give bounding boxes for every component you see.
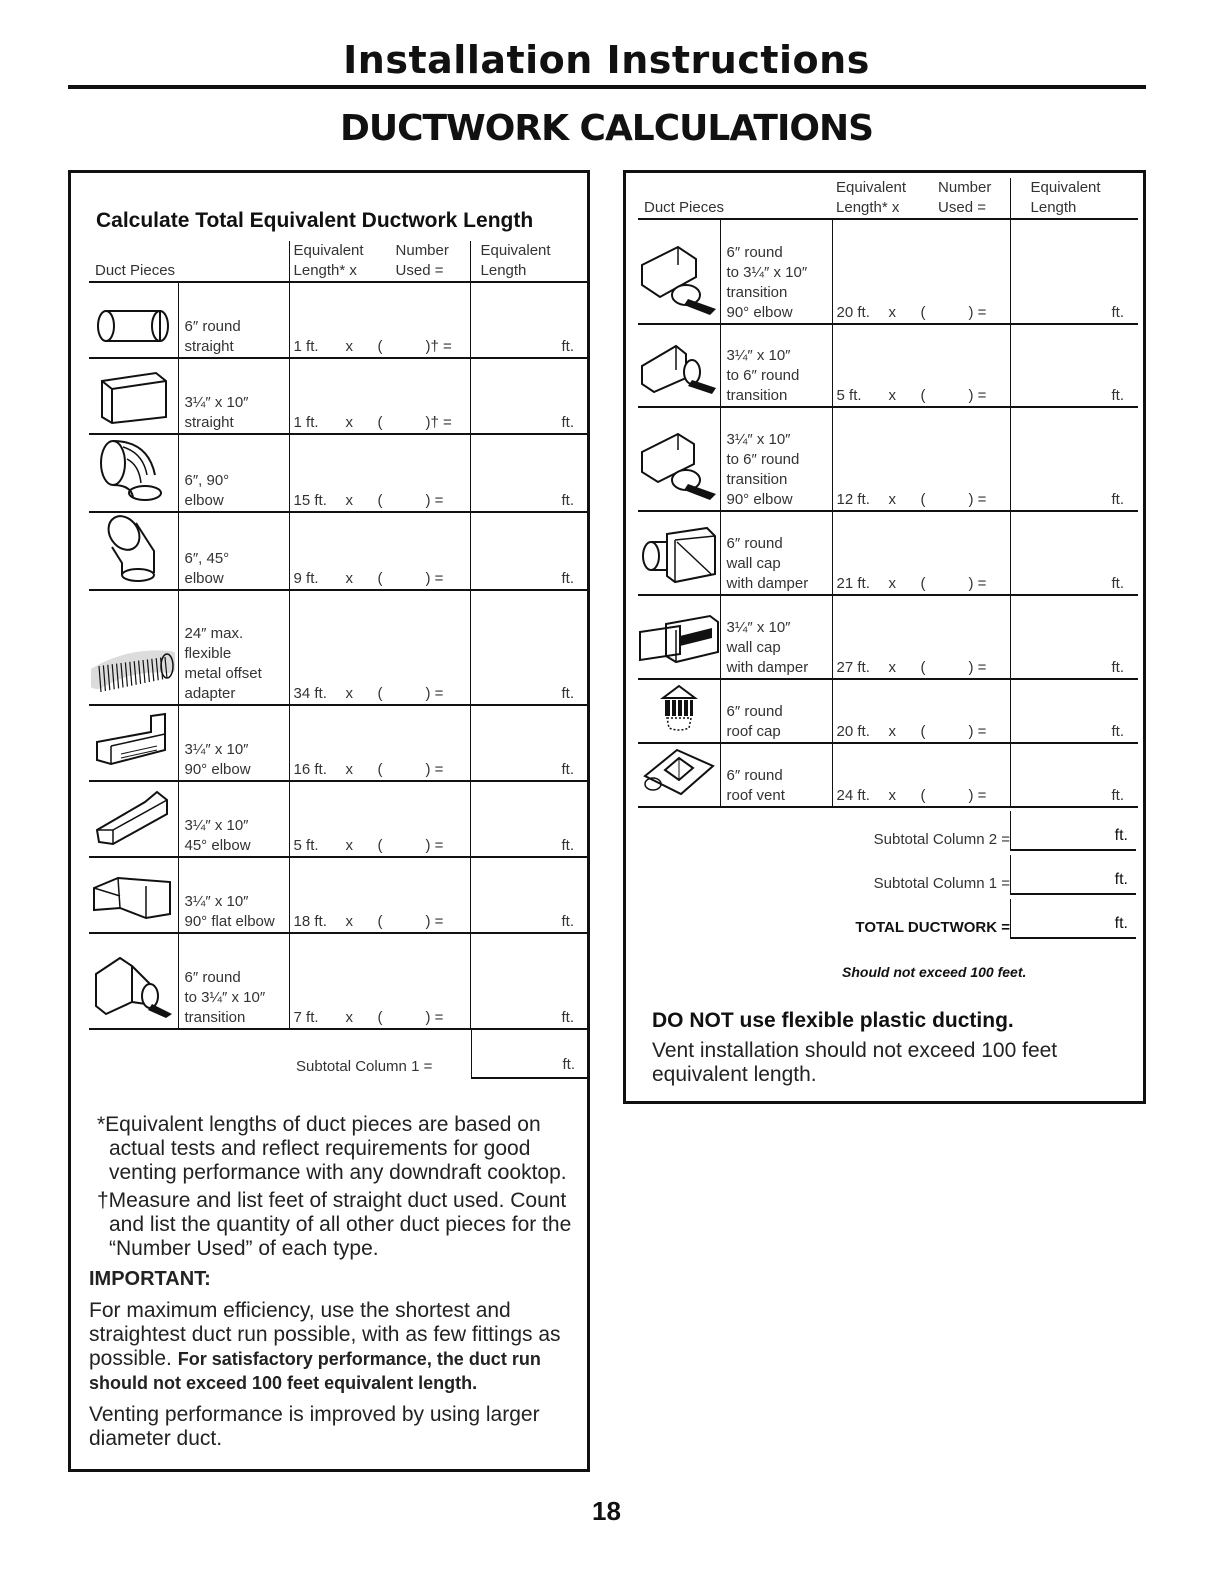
equation-cell: [289, 590, 470, 705]
subtotal1-box: ft.: [1010, 855, 1136, 895]
equation-cell: [289, 705, 470, 781]
close-paren-equals: ) =: [425, 837, 444, 854]
duct-piece-image: [89, 857, 178, 933]
close-paren-equals: ) =: [425, 685, 444, 702]
equivalent-length-total[interactable]: [470, 282, 588, 358]
roof-vent-icon: [639, 744, 719, 806]
open-paren: (: [920, 491, 926, 508]
duct-piece-label: 3¼″ x 10″ 90° elbow: [178, 705, 289, 781]
number-used-input[interactable]: [943, 303, 969, 323]
equation-cell: [832, 595, 1010, 679]
equivalent-length-value: 5 ft.: [836, 387, 862, 404]
rect-straight-duct-icon: [94, 367, 172, 433]
left-panel: [68, 170, 590, 1472]
left-duct-table: [89, 241, 588, 1030]
duct-piece-label: 6″ round straight: [178, 282, 289, 358]
table-row: [638, 595, 1138, 679]
equation-cell: [832, 743, 1010, 807]
times-sign: x: [345, 837, 354, 854]
round-straight-duct-icon: [94, 301, 172, 357]
number-used-input[interactable]: [943, 386, 969, 406]
unit-label: ft.: [561, 492, 575, 509]
table-row: [89, 358, 588, 434]
rect-to-round-elbow-icon: [636, 424, 722, 510]
number-used-input[interactable]: [400, 569, 426, 589]
unit-label: ft.: [561, 837, 575, 854]
duct-piece-label: 6″ round to 3¼″ x 10″ transition: [178, 933, 289, 1029]
unit-label: ft.: [1111, 787, 1125, 804]
equivalent-length-total[interactable]: [470, 358, 588, 434]
open-paren: (: [377, 761, 383, 778]
rect-wall-cap-icon: [636, 612, 722, 678]
round-45-elbow-icon: [98, 513, 168, 589]
duct-piece-label: 6″ round roof cap: [720, 679, 832, 743]
table-row: [638, 679, 1138, 743]
table-row: [89, 781, 588, 857]
close-paren-equals: ) =: [968, 787, 987, 804]
equivalent-length-total[interactable]: [1010, 679, 1138, 743]
larger-duct-note: Venting performance is improved by using larger diameter duct.: [89, 1403, 540, 1450]
footnotes: [89, 1113, 589, 1451]
duct-piece-image: [638, 743, 720, 807]
right-duct-table: [638, 178, 1138, 808]
unit-label: ft.: [561, 761, 575, 778]
duct-piece-image: [89, 512, 178, 590]
equation-cell: [289, 358, 470, 434]
close-paren-equals: ) =: [425, 492, 444, 509]
table-row: [89, 282, 588, 358]
equivalent-length-total[interactable]: [1010, 511, 1138, 595]
transition-90-elbow-icon: [636, 237, 722, 323]
duct-piece-image: [638, 511, 720, 595]
number-used-input[interactable]: [943, 490, 969, 510]
equivalent-length-value: 27 ft.: [836, 659, 870, 676]
duct-piece-label: 3¼″ x 10″ wall cap with damper: [720, 595, 832, 679]
close-paren-equals: ) =: [968, 575, 987, 592]
unit-label: ft.: [1111, 575, 1125, 592]
table-row: [89, 705, 588, 781]
equivalent-length-total[interactable]: [1010, 324, 1138, 407]
equivalent-length-value: 1 ft.: [293, 414, 319, 431]
close-paren-equals: ) =: [425, 570, 444, 587]
close-paren-equals: ) =: [968, 659, 987, 676]
section-title: Calculate Total Equivalent Ductwork Length: [96, 209, 534, 232]
close-paren-equals: )† =: [425, 414, 452, 431]
number-used-input[interactable]: [400, 491, 426, 511]
equivalent-length-value: 18 ft.: [293, 913, 327, 930]
equivalent-length-total[interactable]: [1010, 743, 1138, 807]
col-eq-total: Equivalent Length: [470, 241, 588, 282]
unit-label: ft.: [1111, 659, 1125, 676]
times-sign: x: [345, 761, 354, 778]
equation-cell: [289, 857, 470, 933]
duct-piece-image: [89, 781, 178, 857]
equation-cell: [289, 781, 470, 857]
table-header-row: [638, 178, 1138, 219]
number-used-input[interactable]: [400, 684, 426, 704]
duct-piece-image: [89, 358, 178, 434]
close-paren-equals: ) =: [968, 304, 987, 321]
equivalent-length-total[interactable]: [470, 857, 588, 933]
limit-note: Should not exceed 100 feet.: [842, 964, 1027, 980]
times-sign: x: [888, 575, 897, 592]
open-paren: (: [377, 414, 383, 431]
round-to-rect-transition-icon: [90, 952, 176, 1028]
col-eq-length: Equivalent Length* x Number Used =: [832, 178, 1010, 219]
important-bold: For satisfactory performance, the duct run should not exceed 100 feet equivalent length.: [89, 1349, 541, 1393]
duct-piece-image: [638, 595, 720, 679]
col-duct-pieces: Duct Pieces: [89, 241, 289, 282]
close-paren-equals: ) =: [968, 491, 987, 508]
table-row: [89, 512, 588, 590]
unit-label: ft.: [561, 338, 575, 355]
warning-text: Vent installation should not exceed 100 feet equivalent length.: [652, 1039, 1058, 1086]
equation-cell: [832, 407, 1010, 511]
equation-cell: [832, 324, 1010, 407]
open-paren: (: [377, 570, 383, 587]
unit-label: ft.: [561, 1009, 575, 1026]
times-sign: x: [888, 787, 897, 804]
unit-label: ft.: [561, 414, 575, 431]
equivalent-length-total[interactable]: [470, 434, 588, 512]
times-sign: x: [888, 491, 897, 508]
open-paren: (: [377, 492, 383, 509]
round-90-elbow-icon: [93, 435, 173, 511]
number-used-input[interactable]: [943, 574, 969, 594]
equivalent-length-value: 1 ft.: [293, 338, 319, 355]
equivalent-length-value: 9 ft.: [293, 570, 319, 587]
times-sign: x: [888, 723, 897, 740]
open-paren: (: [920, 723, 926, 740]
open-paren: (: [920, 304, 926, 321]
equivalent-length-value: 21 ft.: [836, 575, 870, 592]
equivalent-length-value: 20 ft.: [836, 304, 870, 321]
equivalent-length-value: 34 ft.: [293, 685, 327, 702]
duct-piece-image: [638, 324, 720, 407]
subtotal-label: Subtotal Column 1 =: [296, 1058, 433, 1075]
subtotal-unit: ft.: [562, 1056, 575, 1073]
equivalent-length-value: 12 ft.: [836, 491, 870, 508]
number-used-input[interactable]: [400, 337, 426, 357]
unit-label: ft.: [1111, 723, 1125, 740]
col-eq-total: Equivalent Length: [1010, 178, 1138, 219]
col-eq-length: Equivalent Length* x Number Used =: [289, 241, 470, 282]
close-paren-equals: )† =: [425, 338, 452, 355]
open-paren: (: [377, 685, 383, 702]
equivalent-length-value: 15 ft.: [293, 492, 327, 509]
header-rule: [68, 85, 1146, 89]
unit-label: ft.: [561, 570, 575, 587]
equivalent-length-value: 5 ft.: [293, 837, 319, 854]
equation-cell: [832, 219, 1010, 324]
close-paren-equals: ) =: [425, 761, 444, 778]
times-sign: x: [345, 685, 354, 702]
open-paren: (: [920, 575, 926, 592]
duct-piece-image: [89, 933, 178, 1029]
table-row: [638, 219, 1138, 324]
duct-piece-label: 3¼″ x 10″ 90° flat elbow: [178, 857, 289, 933]
rect-flat-elbow-icon: [90, 870, 176, 932]
duct-piece-image: [89, 282, 178, 358]
table-row: [638, 324, 1138, 407]
duct-piece-label: 3¼″ x 10″ straight: [178, 358, 289, 434]
equivalent-length-total[interactable]: [1010, 219, 1138, 324]
page-subtitle: DUCTWORK CALCULATIONS: [339, 108, 874, 149]
equivalent-length-total[interactable]: [470, 512, 588, 590]
duct-piece-label: 6″ round wall cap with damper: [720, 511, 832, 595]
page-number: 18: [592, 1496, 621, 1526]
unit-label: ft.: [1111, 491, 1125, 508]
times-sign: x: [888, 659, 897, 676]
equation-cell: [289, 434, 470, 512]
unit-label: ft.: [1111, 387, 1125, 404]
open-paren: (: [377, 913, 383, 930]
important-text: For maximum efficiency, use the shortest and straightest duct run possible, with as few fittings as possible. For satisfactory performance, the duct run should not exceed 100 feet equivalent length.: [89, 1299, 561, 1393]
open-paren: (: [377, 1009, 383, 1026]
times-sign: x: [888, 387, 897, 404]
close-paren-equals: ) =: [968, 387, 987, 404]
warning-heading: DO NOT use flexible plastic ducting.: [652, 1009, 1014, 1032]
rect-to-round-transition-icon: [636, 336, 722, 406]
equation-cell: [832, 679, 1010, 743]
duct-piece-image: [89, 590, 178, 705]
duct-piece-label: 6″, 45° elbow: [178, 512, 289, 590]
number-used-input[interactable]: [400, 413, 426, 433]
times-sign: x: [345, 492, 354, 509]
table-row: [638, 511, 1138, 595]
open-paren: (: [920, 387, 926, 404]
equation-cell: [289, 512, 470, 590]
table-row: [89, 434, 588, 512]
unit-label: ft.: [561, 913, 575, 930]
duct-piece-label: 3¼″ x 10″ 45° elbow: [178, 781, 289, 857]
times-sign: x: [345, 414, 354, 431]
equation-cell: [289, 282, 470, 358]
number-used-input[interactable]: [943, 722, 969, 742]
open-paren: (: [377, 837, 383, 854]
duct-piece-label: 6″, 90° elbow: [178, 434, 289, 512]
subtotal-box: [471, 1029, 589, 1079]
duct-piece-image: [638, 679, 720, 743]
dagger-note: †Measure and list feet of straight duct used. Count and list the quantity of all other duct pieces for the “Number Used” of each type.: [97, 1189, 572, 1260]
table-row: [638, 743, 1138, 807]
flexible-offset-adapter-icon: [91, 648, 175, 704]
number-used-input[interactable]: [943, 658, 969, 678]
subtotal2-box: ft.: [1010, 811, 1136, 851]
page-header: Installation Instructions: [343, 38, 870, 82]
equivalent-length-total[interactable]: [470, 705, 588, 781]
times-sign: x: [345, 1009, 354, 1026]
duct-piece-label: 24″ max. flexible metal offset adapter: [178, 590, 289, 705]
duct-piece-image: [638, 219, 720, 324]
duct-piece-label: 6″ round roof vent: [720, 743, 832, 807]
equivalent-length-value: 20 ft.: [836, 723, 870, 740]
duct-piece-label: 3¼″ x 10″ to 6″ round transition 90° elbow: [720, 407, 832, 511]
duct-piece-label: 3¼″ x 10″ to 6″ round transition: [720, 324, 832, 407]
col-duct-pieces: Duct Pieces: [638, 178, 832, 219]
equation-cell: [832, 511, 1010, 595]
times-sign: x: [345, 338, 354, 355]
equivalent-length-value: 24 ft.: [836, 787, 870, 804]
important-heading: IMPORTANT:: [89, 1268, 211, 1290]
equivalent-length-value: 7 ft.: [293, 1009, 319, 1026]
roof-cap-icon: [649, 682, 709, 742]
asterisk-note: *Equivalent lengths of duct pieces are based on actual tests and reflect requirements for good venting performance with any downdraft cooktop.: [97, 1113, 567, 1184]
unit-label: ft.: [1111, 304, 1125, 321]
round-wall-cap-icon: [637, 524, 721, 594]
duct-piece-image: [638, 407, 720, 511]
number-used-input[interactable]: [400, 836, 426, 856]
total-box: ft.: [1010, 899, 1136, 939]
equation-cell: [289, 933, 470, 1029]
equivalent-length-total[interactable]: [470, 590, 588, 705]
rect-90-elbow-icon: [91, 710, 175, 780]
number-used-input[interactable]: [400, 760, 426, 780]
equivalent-length-total[interactable]: [1010, 407, 1138, 511]
times-sign: x: [888, 304, 897, 321]
close-paren-equals: ) =: [425, 913, 444, 930]
times-sign: x: [345, 570, 354, 587]
table-row: [89, 590, 588, 705]
equivalent-length-total[interactable]: [470, 781, 588, 857]
times-sign: x: [345, 913, 354, 930]
number-used-input[interactable]: [400, 912, 426, 932]
equivalent-length-value: 16 ft.: [293, 761, 327, 778]
open-paren: (: [920, 787, 926, 804]
right-panel: Duct Pieces Equivalent Length* x Number Used = Equivalent Length 6″ round to 3¼″ x 10″ transition 90° elbow 20 ft. x ( ) = ft. 3¼″ x 10″ to 6″ round transition 5 ft. x ( ) = ft. 3¼″ x 10″ to 6″ round transition 90° elbow 12 ft. x ( ) = ft. 6″ round wall cap with damper 21 ft. x ( ) = ft. 3¼″ x 10″ wall cap with damper 27 ft. x ( ) = ft. 6″ round roof cap 20 ft. x ( ) = ft. 6″ round roof vent 24 ft. x ( ) = ft. ft. Subtotal Column 2 = ft. Subtotal Column 1 = ft. TOTAL DUCTWORK = Should not exceed 100 feet. DO NOT use flexible plastic ducting. Vent installation should not exceed 100 feet equivalent length.: [623, 170, 1146, 1104]
table-header-row: [89, 241, 588, 282]
duct-piece-image: [89, 705, 178, 781]
open-paren: (: [920, 659, 926, 676]
duct-piece-label: 6″ round to 3¼″ x 10″ transition 90° elbow: [720, 219, 832, 324]
unit-label: ft.: [561, 685, 575, 702]
close-paren-equals: ) =: [968, 723, 987, 740]
number-used-input[interactable]: [400, 1008, 426, 1028]
rect-45-elbow-icon: [91, 786, 175, 856]
duct-piece-image: [89, 434, 178, 512]
table-row: [89, 857, 588, 933]
equivalent-length-total[interactable]: [1010, 595, 1138, 679]
equivalent-length-total[interactable]: [470, 933, 588, 1029]
number-used-input[interactable]: [943, 786, 969, 806]
table-row: [89, 933, 588, 1029]
open-paren: (: [377, 338, 383, 355]
close-paren-equals: ) =: [425, 1009, 444, 1026]
table-row: [638, 407, 1138, 511]
